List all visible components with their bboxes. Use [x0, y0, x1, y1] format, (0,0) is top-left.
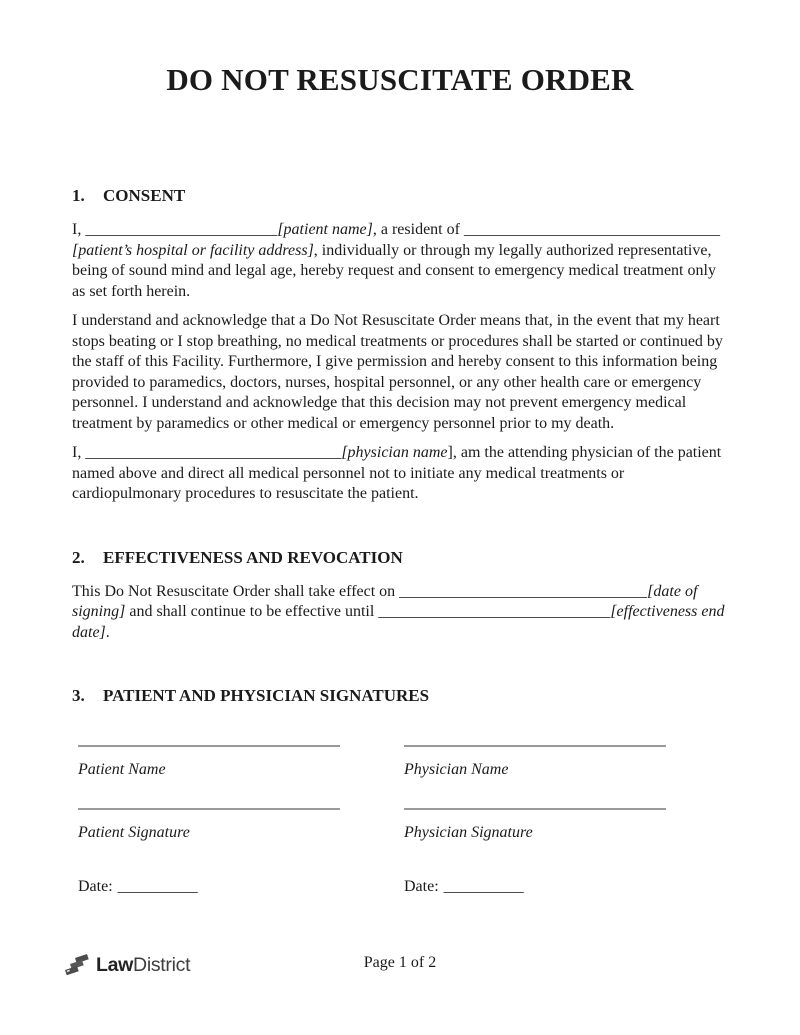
- brand-name-district: District: [133, 953, 191, 976]
- patient-signature-label: Patient Signature: [78, 824, 190, 841]
- stacked-documents-icon: [64, 952, 91, 979]
- section-title: CONSENT: [103, 186, 186, 205]
- physician-date-blank-line: __________: [443, 878, 524, 895]
- section-heading: [72, 547, 728, 569]
- blank-line: ________________________________: [463, 221, 720, 238]
- paragraph: [72, 311, 728, 434]
- patient-signature-line: [78, 808, 340, 810]
- text-run: This Do Not Resuscitate Order shall take effect on: [72, 582, 400, 600]
- physician-signature-column: [404, 745, 666, 897]
- physician-signature-line: [404, 808, 666, 810]
- placeholder-italic: [date of signing]: [72, 582, 698, 620]
- patient-date-blank-line: __________: [117, 878, 198, 895]
- patient-date-row: [78, 876, 340, 897]
- text-run: I,: [72, 444, 86, 461]
- patient-date-label: Date:: [78, 878, 113, 895]
- placeholder-italic: [patient’s hospital or facility address]: [72, 241, 314, 259]
- lawdistrict-logo: [64, 948, 190, 982]
- text-run: , individually or through my legally authorized representative, being of sound mind and legal age, hereby request and consent to emergency medical treatment only as set forth herein.: [72, 241, 716, 300]
- blank-line: ________________________: [85, 221, 278, 238]
- section-number: 2.: [72, 547, 85, 567]
- section-number: 3.: [72, 686, 85, 705]
- text-run: ], am the attending physician of the patient named above and direct all medical personnel not to initiate any medical treatments or cardiopulmonary procedures to resuscitate the patient.: [72, 444, 722, 502]
- paragraph: [72, 443, 728, 505]
- text-run: I,: [72, 221, 86, 238]
- physician-signature-label: Physician Signature: [404, 824, 533, 841]
- text-run: I understand and acknowledge that a Do Not Resuscitate Order means that, in the event that my heart stops beating or I stop breathing, no medical treatments or procedures shall be started or continued by the staff of this Facility. Furthermore, I give permission and hereby consent to this information being provided to paramedics, doctors, nurses, hospital personnel, or any other health care or emergency personnel. I understand and acknowledge that this decision may not prevent emergency medical treatment by paramedics or other medical or emergency personnel prior to my death.: [72, 312, 723, 432]
- physician-date-row: [404, 876, 666, 897]
- page-number: Page 1 of 2: [363, 954, 437, 971]
- brand-name: [96, 952, 190, 979]
- section-heading: [72, 185, 728, 207]
- patient-signature-column: [78, 745, 340, 897]
- paragraph: [72, 582, 728, 644]
- placeholder-italic: [effectiveness end date]: [72, 603, 725, 641]
- section-number: 1.: [72, 186, 85, 205]
- blank-line: ________________________________: [85, 444, 342, 461]
- section-title: PATIENT AND PHYSICIAN SIGNATURES: [103, 686, 430, 705]
- paragraph: [72, 220, 728, 302]
- physician-date-label: Date:: [404, 878, 439, 895]
- brand-name-law: Law: [96, 953, 134, 976]
- document-sections: [72, 185, 728, 707]
- blank-line: _______________________________: [399, 582, 648, 600]
- text-run: , a resident of: [372, 221, 464, 238]
- patient-name-line: [78, 745, 340, 747]
- section-heading: [72, 685, 728, 707]
- document-title: DO NOT RESUSCITATE ORDER: [166, 62, 634, 97]
- page-footer: [64, 948, 736, 982]
- text-run: .: [105, 623, 110, 641]
- physician-name-label: Physician Name: [404, 761, 509, 778]
- physician-name-line: [404, 745, 666, 747]
- text-run: and shall continue to be effective until: [125, 603, 379, 620]
- placeholder-italic: [patient name]: [277, 221, 373, 238]
- placeholder-italic: [physician name: [341, 444, 448, 461]
- blank-line: _____________________________: [378, 603, 611, 620]
- section-title: EFFECTIVENESS AND REVOCATION: [103, 547, 403, 567]
- patient-name-label: Patient Name: [78, 761, 166, 778]
- signature-block: [72, 745, 728, 897]
